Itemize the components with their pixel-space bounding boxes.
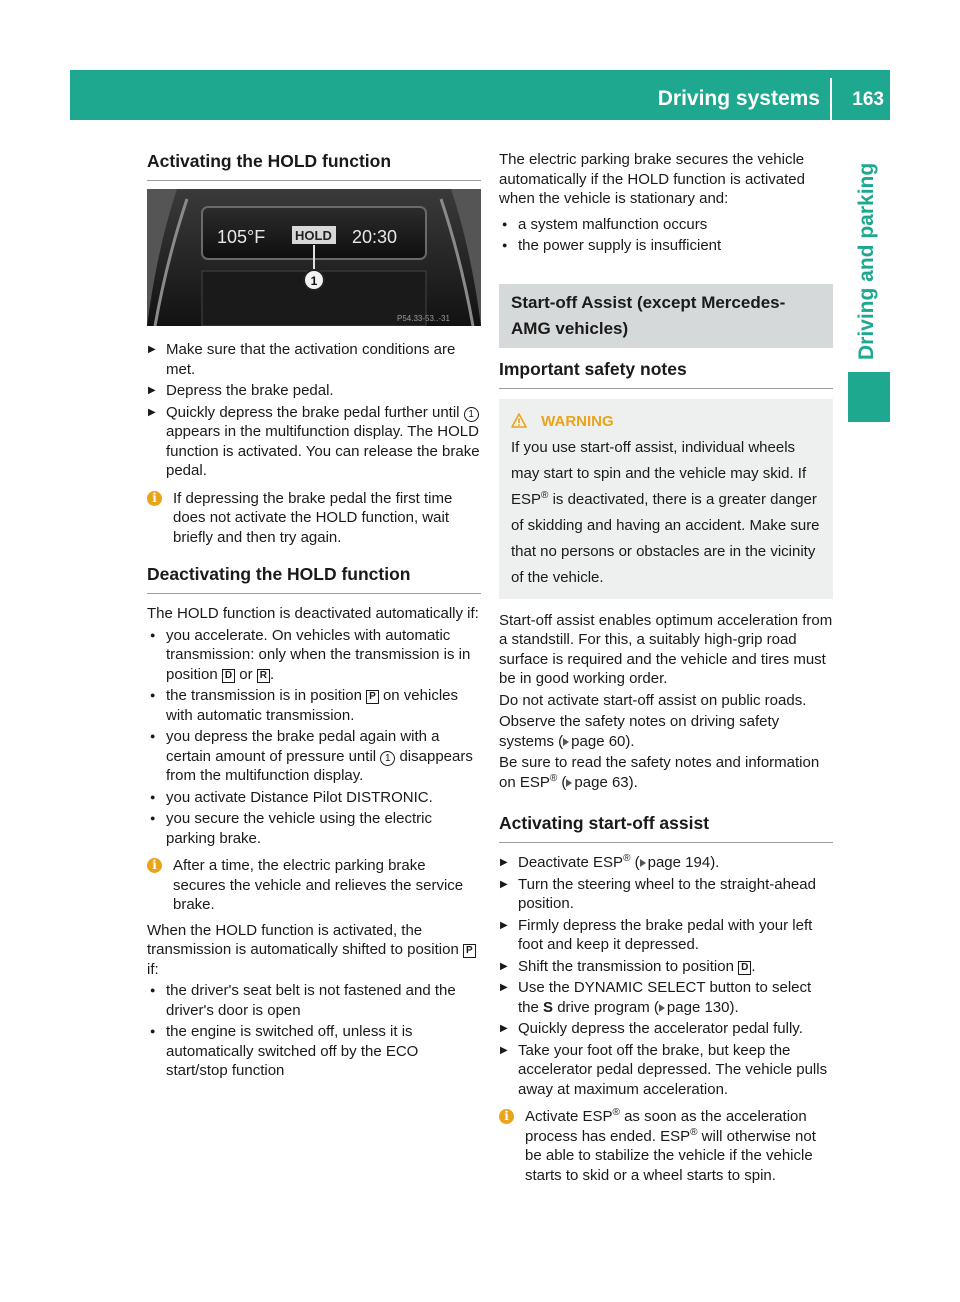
gear-r-symbol: R [257, 669, 270, 683]
paragraph: Start-off assist enables optimum acceleration from a standstill. For this, a suitably high-grip road surface is required and the vehicle and tires must be in good working order. [499, 611, 833, 687]
gear-d-symbol: D [738, 961, 751, 975]
step-text: Deactivate ESP [518, 854, 624, 871]
epb-intro: The electric parking brake secures the vehicle automatically if the HOLD function is activated when the vehicle is stationary and: [499, 151, 805, 207]
list-text: . [270, 665, 275, 683]
step-deactivate-esp [499, 853, 833, 873]
list-item: ● the driver's seat belt is not fastened and the driver's door is open [147, 981, 481, 1020]
list-item [147, 626, 481, 685]
info-icon: i [499, 1109, 514, 1124]
step-release-brake: ▶ Take your foot off the brake, but keep the accelerator pedal depressed. The vehicle pulls away at maximum acceleration. [499, 1041, 833, 1100]
side-tab [848, 120, 890, 420]
step-text: ( [634, 854, 640, 871]
step-accelerator: ▶ Quickly depress the accelerator pedal fully. [499, 1019, 833, 1039]
step-depress-brake: ▶ Depress the brake pedal. [147, 381, 481, 401]
list-item: ● a system malfunction occurs [499, 215, 833, 235]
step-shift-d [499, 957, 833, 977]
heading-safety-notes: Important safety notes [499, 358, 833, 389]
step-depress-further [147, 403, 481, 481]
display-temperature: 105°F [217, 227, 266, 247]
page-ref-link[interactable]: page 194 [647, 854, 711, 871]
list-text: the transmission is in position [166, 687, 362, 704]
info-text: Activate ESP [525, 1108, 613, 1125]
list-text: you depress the brake pedal again with a certain amount of pressure until [166, 728, 440, 765]
step-text: appears in the multifunction display. The HOLD function is activated. You can release the brake pedal. [166, 423, 480, 479]
warning-line: is deactivated, there is a greater danger of skidding and having an accident. Make sure that no persons or obstacles are in the vicinity of the vehicle. [511, 490, 820, 586]
side-tab-label: Driving and parking [855, 162, 878, 360]
page-ref-link[interactable]: page 60 [571, 732, 626, 750]
info-icon: i [147, 858, 162, 873]
instrument-display-image [147, 189, 481, 326]
list-item: ● you secure the vehicle using the electric parking brake. [147, 809, 481, 848]
page-ref-link[interactable]: page 130 [666, 998, 730, 1016]
warning-title: WARNING [541, 412, 614, 430]
right-column [499, 150, 833, 1191]
heading-activating-hold: Activating the HOLD function [147, 150, 481, 181]
instrument-display-graphic [147, 189, 481, 326]
para-text: When the HOLD function is activated, the transmission is automatically shifted to position [147, 921, 459, 958]
para-text: ( [561, 773, 567, 791]
info-text: After a time, the electric parking brake secures the vehicle and relieves the service brake. [173, 857, 464, 913]
display-hold-indicator: HOLD [295, 228, 332, 243]
figure-reference: P54.33-53..-31 [397, 314, 450, 323]
step-text: ). [729, 998, 739, 1016]
warning-line: If you use start-off assist, individual wheels may start to spin and the vehicle may skid. If ESP [511, 438, 807, 508]
hold-shift-paragraph [147, 921, 481, 980]
gear-d-symbol: D [222, 669, 235, 683]
list-item: ● the engine is switched off, unless it is automatically switched off by the ECO start/stop function [147, 1022, 481, 1081]
paragraph [499, 753, 833, 792]
step-text: . [751, 957, 756, 975]
step-brake-left-foot: ▶ Firmly depress the brake pedal with your left foot and keep it depressed. [499, 916, 833, 955]
registered-mark: ® [549, 772, 558, 784]
list-item: ● the power supply is insufficient [499, 236, 833, 256]
drive-program-s: S [543, 998, 554, 1016]
list-text: you accelerate. On vehicles with automatic transmission: only when the transmission is in position [166, 626, 471, 683]
heading-deactivating-hold: Deactivating the HOLD function [147, 563, 481, 594]
left-column [147, 150, 481, 1083]
para-text: ). [625, 732, 635, 750]
page-number: 163 [852, 89, 884, 110]
info-text: If depressing the brake pedal the first time does not activate the HOLD function, wait briefly and then try again. [173, 489, 453, 546]
gear-p-symbol: P [366, 690, 379, 704]
section-heading-start-off-assist: Start-off Assist (except Mercedes-AMG vehicles) [499, 284, 833, 348]
page-ref-arrow-icon [563, 738, 569, 746]
callout-ref: 1 [380, 751, 395, 766]
registered-mark: ® [612, 1107, 620, 1118]
para-text: Be sure to read the safety notes and information on ESP [499, 754, 820, 791]
step-conditions: ▶ Make sure that the activation conditions are met. [147, 340, 481, 379]
info-icon: i [147, 491, 162, 506]
step-text: drive program ( [557, 998, 659, 1016]
deactivation-intro: The HOLD function is deactivated automatically if: [147, 605, 479, 622]
registered-mark: ® [541, 489, 549, 501]
list-item: ● you activate Distance Pilot DISTRONIC. [147, 788, 481, 808]
step-dynamic-select [499, 978, 833, 1017]
paragraph: Do not activate start-off assist on public roads. [499, 691, 807, 709]
side-tab-block [848, 372, 890, 422]
info-text: will otherwise not be able to stabilize the vehicle if the vehicle starts to skid or a wheel starts to spin. [525, 1127, 816, 1184]
warning-triangle-icon [511, 413, 527, 428]
info-note [499, 1107, 833, 1185]
registered-mark: ® [690, 1126, 698, 1138]
list-text: on vehicles with automatic transmission. [166, 687, 458, 724]
para-text: if: [147, 960, 159, 978]
page-ref-arrow-icon [659, 1004, 665, 1012]
step-text: Use the DYNAMIC SELECT button to select the [518, 979, 812, 1016]
heading-activating-start-off-assist: Activating start-off assist [499, 812, 833, 843]
para-text: ). [628, 773, 638, 791]
page-ref-link[interactable]: page 63 [574, 773, 629, 791]
header-divider [830, 78, 832, 120]
info-note [147, 489, 481, 548]
list-item [147, 727, 481, 786]
info-text: as soon as the acceleration process has ended. ESP [525, 1108, 807, 1145]
warning-box [499, 399, 833, 599]
section-title: Driving systems [657, 87, 820, 110]
warning-header [511, 409, 821, 435]
display-time: 20:30 [352, 227, 398, 247]
info-note [147, 856, 481, 915]
callout-ref: 1 [464, 407, 479, 422]
list-text: or [239, 665, 253, 683]
warning-text [511, 435, 821, 591]
header-bar [70, 70, 890, 120]
list-item [147, 686, 481, 725]
step-text: ). [710, 854, 720, 871]
step-text: Shift the transmission to position [518, 957, 734, 975]
paragraph [499, 712, 833, 751]
step-text: Quickly depress the brake pedal further until [166, 403, 460, 421]
page-ref-arrow-icon [566, 779, 572, 787]
step-steering: ▶ Turn the steering wheel to the straight-ahead position. [499, 875, 833, 914]
registered-mark: ® [623, 853, 631, 864]
para-text: Observe the safety notes on driving safety systems ( [499, 713, 780, 750]
callout-marker: 1 [310, 274, 318, 288]
page-ref-arrow-icon [640, 859, 646, 867]
list-text: disappears from the multifunction display. [166, 747, 473, 784]
gear-p-symbol: P [463, 944, 476, 958]
